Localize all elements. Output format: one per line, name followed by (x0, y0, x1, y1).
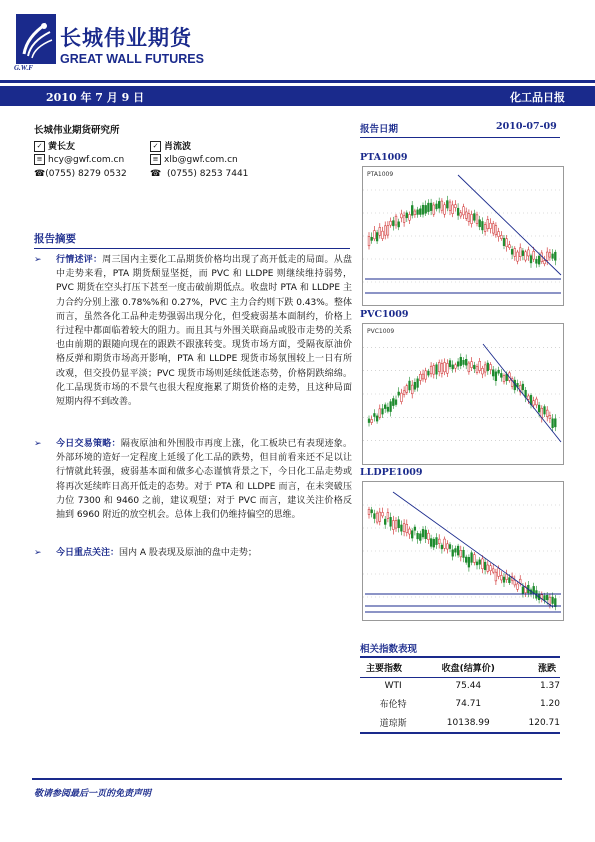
candle-body (468, 557, 470, 567)
candle-body (376, 513, 378, 522)
index-close: 10138.99 (426, 713, 510, 733)
analyst-2-name: 肖流波 (164, 142, 192, 152)
analyst-2-phone: (0755) 8253 7441 (166, 169, 249, 179)
candle-body (441, 545, 443, 549)
index-close: 75.44 (455, 681, 482, 691)
candle-body (438, 362, 440, 371)
candle-body (495, 372, 497, 381)
candle-body (395, 216, 397, 225)
candle-body (519, 248, 521, 257)
candle-body (409, 214, 411, 220)
candle-body (449, 361, 451, 367)
candle-body (527, 396, 529, 399)
candle-body (479, 220, 481, 227)
candle-body (392, 221, 394, 226)
candle-body (522, 587, 524, 593)
candle-body (374, 413, 376, 416)
right-divider (360, 137, 560, 138)
candle-body (433, 366, 435, 375)
candle-body (441, 201, 443, 210)
candle-body (428, 371, 430, 375)
candle-body (409, 529, 411, 534)
candle-body (471, 214, 473, 223)
candle-body (401, 214, 403, 218)
person-icon: ✓ (34, 141, 45, 152)
candle-body (514, 249, 516, 257)
candle-body (465, 359, 467, 365)
candle-body (392, 521, 394, 530)
candle-body (487, 565, 489, 571)
candle-body (476, 215, 478, 224)
candle-body (406, 524, 408, 532)
candle-body (384, 519, 386, 524)
candle-body (487, 220, 489, 229)
candle-body (492, 370, 494, 376)
candle-body (546, 595, 548, 600)
email-icon: ≡ (150, 154, 161, 165)
index-table-title: 相关指数表现 (360, 644, 418, 655)
candle-body (471, 553, 473, 563)
header-divider (0, 80, 595, 83)
candle-body (552, 254, 554, 258)
table-row (360, 694, 560, 713)
candle-body (446, 363, 448, 373)
candle-body (530, 256, 532, 263)
candle-body (382, 231, 384, 238)
candle-body (522, 384, 524, 390)
candle-body (444, 362, 446, 371)
candle-body (371, 510, 373, 513)
candle-body (506, 239, 508, 247)
candle-body (476, 367, 478, 373)
candle-body (460, 357, 462, 365)
candle-body (492, 224, 494, 233)
candle-body (527, 250, 529, 256)
candle-body (549, 253, 551, 257)
candle-body (546, 410, 548, 416)
candle-body (463, 360, 465, 364)
index-close: 74.71 (455, 698, 482, 709)
candle-body (465, 557, 467, 562)
candle-body (487, 363, 489, 371)
candle-body (436, 538, 438, 545)
candle-body (511, 249, 513, 254)
index-table-header (360, 657, 560, 678)
pvc-candlestick-chart (362, 323, 564, 465)
candle-body (552, 419, 554, 428)
candle-body (384, 226, 386, 235)
candle-body (484, 365, 486, 372)
candle-body (379, 512, 381, 521)
market-review-paragraph (56, 253, 352, 409)
candle-body (473, 365, 475, 369)
analyst-2-email[interactable]: xlb@gwf.com.cn (164, 155, 238, 165)
summary-title: 报告摘要 (34, 233, 76, 245)
candle-body (473, 214, 475, 221)
phone-icon: ☎ (150, 169, 162, 179)
analyst-2-email-row (150, 154, 238, 165)
candle-body (403, 391, 405, 395)
candle-body (425, 205, 427, 213)
candle-body (430, 203, 432, 211)
candle-body (430, 539, 432, 547)
candle-body (374, 231, 376, 239)
candle-body (517, 252, 519, 261)
analyst-1-email[interactable]: hcy@gwf.com.cn (48, 155, 125, 165)
analyst-1-name: 黄长友 (48, 142, 76, 152)
analyst-1-email-row (34, 154, 124, 165)
candle-body (411, 205, 413, 215)
candle-body (503, 238, 505, 246)
candle-body (390, 221, 392, 225)
candle-body (498, 370, 500, 373)
market-review-label: 行情述评： (56, 255, 103, 265)
index-name: 道琼斯 (360, 713, 426, 733)
candle-body (452, 550, 454, 557)
candle-body (549, 415, 551, 418)
candle-body (384, 405, 386, 409)
candle-body (422, 205, 424, 214)
bullet-arrow-icon: ➢ (34, 255, 42, 265)
candle-body (468, 214, 470, 222)
focus-text: 国内 A 股表现及原油的盘中走势； (119, 548, 257, 558)
header-change: 涨跌 (510, 657, 560, 678)
candle-body (411, 385, 413, 394)
trend-line (393, 492, 553, 607)
candle-body (425, 371, 427, 379)
candle-body (430, 366, 432, 374)
candle-body (390, 517, 392, 526)
strategy-text: 隔夜原油和外围股市再度上涨，化工板块已有表现迹象。外部环境的造好一定程度上延缓了化工品的跌势，但目前看来还不足以让行情就此转强，疲弱基本面和做多心态谨慎背景之下，今日化工品走势或将再次延续昨日高开低走的态势。对于 PTA 和 LLDPE 而言，在未突破压力位 7300 和 9460 之前，建议观望；对于 PVC 而言，建议关注价格反抽到 6960 附近的放空机会。总体上我们仍维持偏空的思维。 (56, 439, 352, 521)
institute-name: 长城伟业期货研究所 (34, 125, 120, 136)
candle-body (419, 534, 421, 541)
focus-label: 今日重点关注： (56, 548, 120, 558)
market-review-text: 周三国内主要化工品期货价格均出现了高开低走的局面。从盘中走势来看，PTA 期货颓显坚挺，而 PVC 和 LLDPE 则继续维持弱势，PVC 期货在空头打压下甚至一度击破前期低点。收盘时 PTA 和 LLDPE 主力合约分别上涨 0.78%%和 0.27%，PVC 主力合约则下跌 0.43%。整体而言，虽然各化工品种走势强弱出现分化，但受疲弱基本面制约，价格上行过程中都面临着较大的阻力。而且其与外围关联商品或股市走势的关系也由前期的跟随向现在的跟跌不跟涨转变。现货市场方面，受隔夜原油价格反弹和期货市场高开影响，PTA 和 LLDPE 现货市场氛围较上一日有所改观，但交投仍显平淡；PVC 现货市场则延续低迷态势，价格阴跌绵绵。化工品现货市场的不景气也很大程度拖累了期货价格的走势，且这种局面短期内得不到改善。 (56, 255, 352, 408)
candle-body (390, 402, 392, 412)
candle-body (438, 539, 440, 543)
focus-paragraph (56, 546, 352, 560)
analyst-1-phone-row (34, 169, 127, 179)
report-date-label: 报告日期 (360, 124, 399, 135)
candle-body (452, 365, 454, 369)
candle-body (490, 223, 492, 228)
index-name: 布伦特 (379, 700, 407, 710)
candle-body (514, 580, 516, 585)
candle-body (398, 392, 400, 395)
candle-body (455, 549, 457, 553)
candle-body (425, 530, 427, 539)
candle-body (387, 513, 389, 519)
candle-body (422, 529, 424, 537)
analyst-1-name-row (34, 139, 75, 152)
candle-body (428, 203, 430, 212)
candle-body (465, 212, 467, 218)
candle-body (401, 393, 403, 402)
analyst-2-name-row (150, 139, 191, 152)
candle-body (479, 560, 481, 565)
candle-body (490, 566, 492, 571)
candle-body (533, 251, 535, 259)
index-change: 120.71 (510, 713, 560, 733)
candle-body (387, 226, 389, 236)
candle-body (449, 545, 451, 549)
candle-body (441, 364, 443, 374)
chart-symbol-label: PTA1009 (367, 171, 394, 178)
candle-body (419, 374, 421, 380)
candle-body (503, 375, 505, 381)
candle-body (417, 210, 419, 215)
brand-logo-icon (16, 14, 56, 64)
candle-body (433, 539, 435, 547)
candle-body (379, 227, 381, 235)
candle-body (460, 213, 462, 216)
candle-body (392, 399, 394, 406)
candle-body (554, 599, 556, 607)
report-type: 化工品日报 (510, 91, 565, 104)
candle-body (403, 216, 405, 222)
candle-body (479, 361, 481, 370)
candle-body (460, 550, 462, 557)
candle-body (495, 572, 497, 581)
candle-body (446, 201, 448, 208)
candle-body (525, 252, 527, 260)
strategy-label: 今日交易策略： (56, 439, 121, 449)
candle-body (436, 204, 438, 209)
candle-body (438, 201, 440, 208)
candle-body (446, 544, 448, 549)
trend-line (458, 175, 561, 275)
candle-body (544, 596, 546, 601)
candle-body (482, 368, 484, 374)
summary-divider (34, 248, 350, 249)
candle-body (471, 362, 473, 368)
candle-body (498, 232, 500, 237)
footer-divider (32, 778, 562, 780)
candle-body (490, 364, 492, 369)
table-row (360, 678, 560, 695)
candle-body (546, 252, 548, 260)
candle-body (554, 252, 556, 260)
candle-body (517, 584, 519, 589)
candle-body (482, 221, 484, 230)
candle-body (492, 569, 494, 572)
candle-body (368, 509, 370, 514)
logo-abbrev: G.W.F (14, 64, 33, 72)
candle-body (544, 407, 546, 414)
person-icon: ✓ (150, 141, 161, 152)
analyst-1-phone: (0755) 8279 0532 (45, 169, 127, 179)
candle-body (495, 226, 497, 235)
candle-body (414, 211, 416, 215)
candle-body (449, 202, 451, 210)
candle-body (379, 409, 381, 418)
candle-body (457, 362, 459, 367)
candle-body (509, 245, 511, 248)
candle-body (522, 251, 524, 256)
chart-title-pvc: PVC1009 (360, 309, 409, 320)
candle-body (457, 546, 459, 555)
candle-body (463, 207, 465, 215)
candle-body (417, 533, 419, 539)
bullet-arrow-icon: ➢ (34, 439, 42, 449)
candle-body (536, 259, 538, 263)
candle-body (422, 374, 424, 379)
report-date: 2010 年 7 月 9 日 (46, 91, 145, 104)
brand-name-cn: 长城伟业期货 (60, 26, 192, 50)
candle-body (436, 365, 438, 374)
candle-body (533, 401, 535, 405)
candle-body (484, 225, 486, 232)
pta-candlestick-chart (362, 166, 564, 306)
candle-body (398, 222, 400, 227)
candle-body (403, 524, 405, 532)
candle-body (484, 562, 486, 570)
candle-body (382, 409, 384, 414)
chart-title-lldpe: LLDPE1009 (360, 467, 423, 478)
email-icon: ≡ (34, 154, 45, 165)
table-row (360, 713, 560, 733)
index-table (360, 656, 560, 734)
candle-body (444, 205, 446, 214)
strategy-paragraph (56, 437, 352, 522)
candle-body (419, 209, 421, 215)
index-change: 1.20 (539, 698, 560, 709)
candle-body (387, 407, 389, 411)
candle-body (395, 400, 397, 405)
candle-body (500, 575, 502, 580)
candle-body (406, 213, 408, 218)
candle-body (506, 574, 508, 579)
candle-body (552, 597, 554, 603)
candle-body (544, 261, 546, 264)
bullet-arrow-icon: ➢ (34, 548, 42, 558)
chart-symbol-label: PVC1009 (367, 328, 395, 335)
trend-line (483, 344, 561, 442)
candle-body (473, 555, 475, 563)
candle-body (433, 205, 435, 214)
disclaimer-note: 敬请参阅最后一页的免责声明 (34, 789, 152, 799)
candle-body (457, 208, 459, 215)
candle-body (414, 527, 416, 530)
index-change: 1.37 (539, 681, 560, 691)
candle-body (538, 405, 540, 412)
candle-body (476, 562, 478, 565)
candle-body (541, 595, 543, 599)
candle-body (371, 237, 373, 240)
candle-body (401, 525, 403, 531)
candle-body (406, 386, 408, 393)
chart-title-pta: PTA1009 (360, 152, 408, 163)
candle-body (374, 514, 376, 519)
candle-body (398, 520, 400, 528)
candle-body (444, 539, 446, 548)
candle-body (455, 365, 457, 368)
candle-body (509, 578, 511, 583)
candle-body (452, 205, 454, 214)
candle-body (554, 419, 556, 427)
candle-body (482, 559, 484, 569)
candle-body (536, 399, 538, 405)
candle-body (376, 416, 378, 421)
index-name: WTI (384, 681, 402, 691)
candle-body (376, 232, 378, 240)
candle-body (500, 235, 502, 238)
candle-body (417, 379, 419, 388)
brand-name-en: GREAT WALL FUTURES (60, 52, 204, 66)
candle-body (368, 419, 370, 423)
candle-body (455, 205, 457, 208)
candle-body (428, 533, 430, 539)
candle-body (498, 568, 500, 576)
lldpe-candlestick-chart (362, 481, 564, 621)
header-index: 主要指数 (360, 657, 426, 678)
report-date-value: 2010-07-09 (496, 121, 557, 132)
analyst-2-phone-row (150, 169, 248, 179)
candle-body (503, 577, 505, 582)
header-close: 收盘(结算价) (426, 657, 510, 678)
candle-body (463, 550, 465, 557)
candle-body (409, 381, 411, 390)
candle-body (395, 520, 397, 528)
candle-body (382, 512, 384, 515)
candle-body (371, 419, 373, 422)
candle-body (411, 531, 413, 538)
candle-body (368, 237, 370, 246)
candle-body (538, 256, 540, 264)
phone-icon: ☎ (34, 169, 46, 179)
candle-body (500, 373, 502, 377)
candle-body (468, 363, 470, 372)
candle-body (414, 382, 416, 389)
